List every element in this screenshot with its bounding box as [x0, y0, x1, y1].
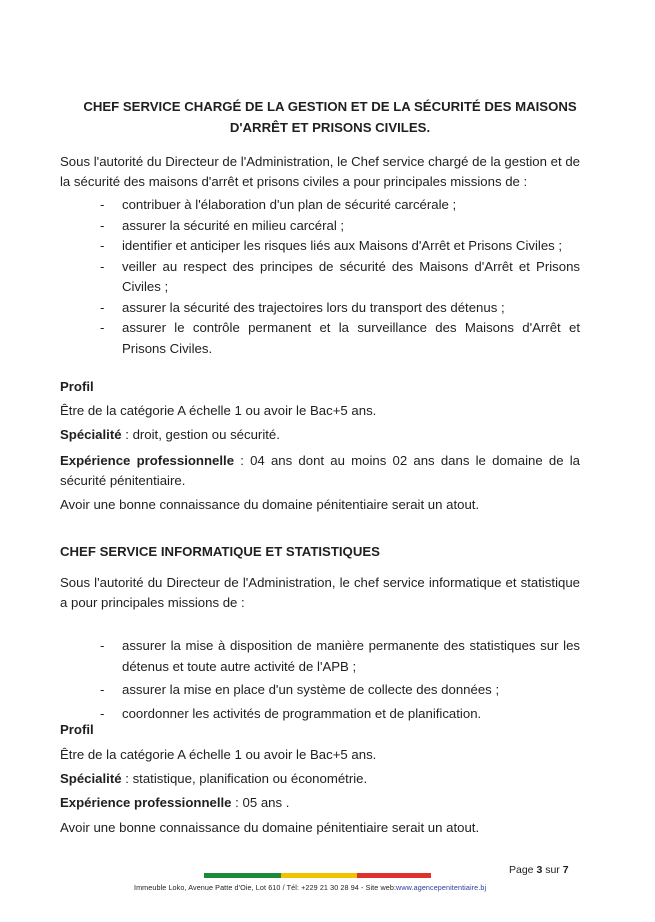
flag-stripe-yellow [281, 873, 357, 878]
section1-connaissance: Avoir une bonne connaissance du domaine pénitentiaire serait un atout. [60, 497, 480, 512]
section2-title: CHEF SERVICE INFORMATIQUE ET STATISTIQUES [60, 544, 380, 559]
website-link: www.agencepenitentiaire.bj [396, 883, 487, 892]
flag-stripe-red [357, 873, 431, 878]
page-number: Page 3 sur 7 [509, 864, 569, 876]
section2-categorie: Être de la catégorie A échelle 1 ou avoir le Bac+5 ans. [60, 747, 377, 762]
list-item: - coordonner les activités de programmation et de planification. [100, 705, 482, 721]
flag-stripe-green [204, 873, 281, 878]
section2-experience: Expérience professionnelle : 05 ans . [60, 795, 290, 810]
list-item: - contribuer à l'élaboration d'un plan de sécurité carcérale ; [100, 197, 457, 212]
section1-missions-list [100, 195, 580, 359]
section1-intro: Sous l'autorité du Directeur de l'Administration, le Chef service chargé de la gestion et de la sécurité des maisons d'arrêt et prisons civiles a pour principales missions de : [60, 154, 580, 189]
list-item: - assurer la sécurité en milieu carcéral ; [100, 217, 345, 233]
section1-categorie: Être de la catégorie A échelle 1 ou avoir le Bac+5 ans. [60, 403, 377, 418]
list-item: - assurer la mise en place d'un système de collecte des données ; [100, 682, 500, 697]
section1-profil-heading: Profil [60, 379, 94, 394]
section2-connaissance: Avoir une bonne connaissance du domaine pénitentiaire serait un atout. [60, 820, 480, 835]
section1-title [60, 96, 600, 138]
list-item: - assurer le contrôle permanent et la surveillance des Maisons d'Arrêt et Prisons Civiles. [100, 320, 580, 356]
section1-specialite: Spécialité : droit, gestion ou sécurité. [60, 427, 280, 442]
list-item: - identifier et anticiper les risques liés aux Maisons d'Arrêt et Prisons Civiles ; [100, 238, 563, 253]
list-item: - assurer la mise à disposition de manière permanente des statistiques sur les détenus et toute autre activité de l'APB ; [100, 638, 580, 674]
section2-missions-list [100, 636, 580, 724]
section2-specialite: Spécialité : statistique, planification ou économétrie. [60, 771, 368, 786]
section2-profil-heading: Profil [60, 722, 94, 737]
section1-title-line2: D'ARRÊT ET PRISONS CIVILES. [229, 120, 431, 135]
section2-intro: Sous l'autorité du Directeur de l'Administration, le chef service informatique et statistique a pour principales missions de : [60, 575, 580, 610]
section1-experience: Expérience professionnelle : 04 ans dont au moins 02 ans dans le domaine de la sécurité pénitentiaire. [60, 453, 580, 488]
section1-title-line1: CHEF SERVICE CHARGÉ DE LA GESTION ET DE LA SÉCURITÉ DES MAISONS [83, 99, 577, 114]
list-item: - veiller au respect des principes de sécurité des Maisons d'Arrêt et Prisons Civiles ; [100, 258, 580, 294]
footer-address: Immeuble Loko, Avenue Patte d'Oie, Lot 610 / Tél: +229 21 30 28 94 - Site web:www.agencepenitentiaire.bj [134, 883, 487, 892]
list-item: - assurer la sécurité des trajectoires lors du transport des détenus ; [100, 299, 505, 315]
